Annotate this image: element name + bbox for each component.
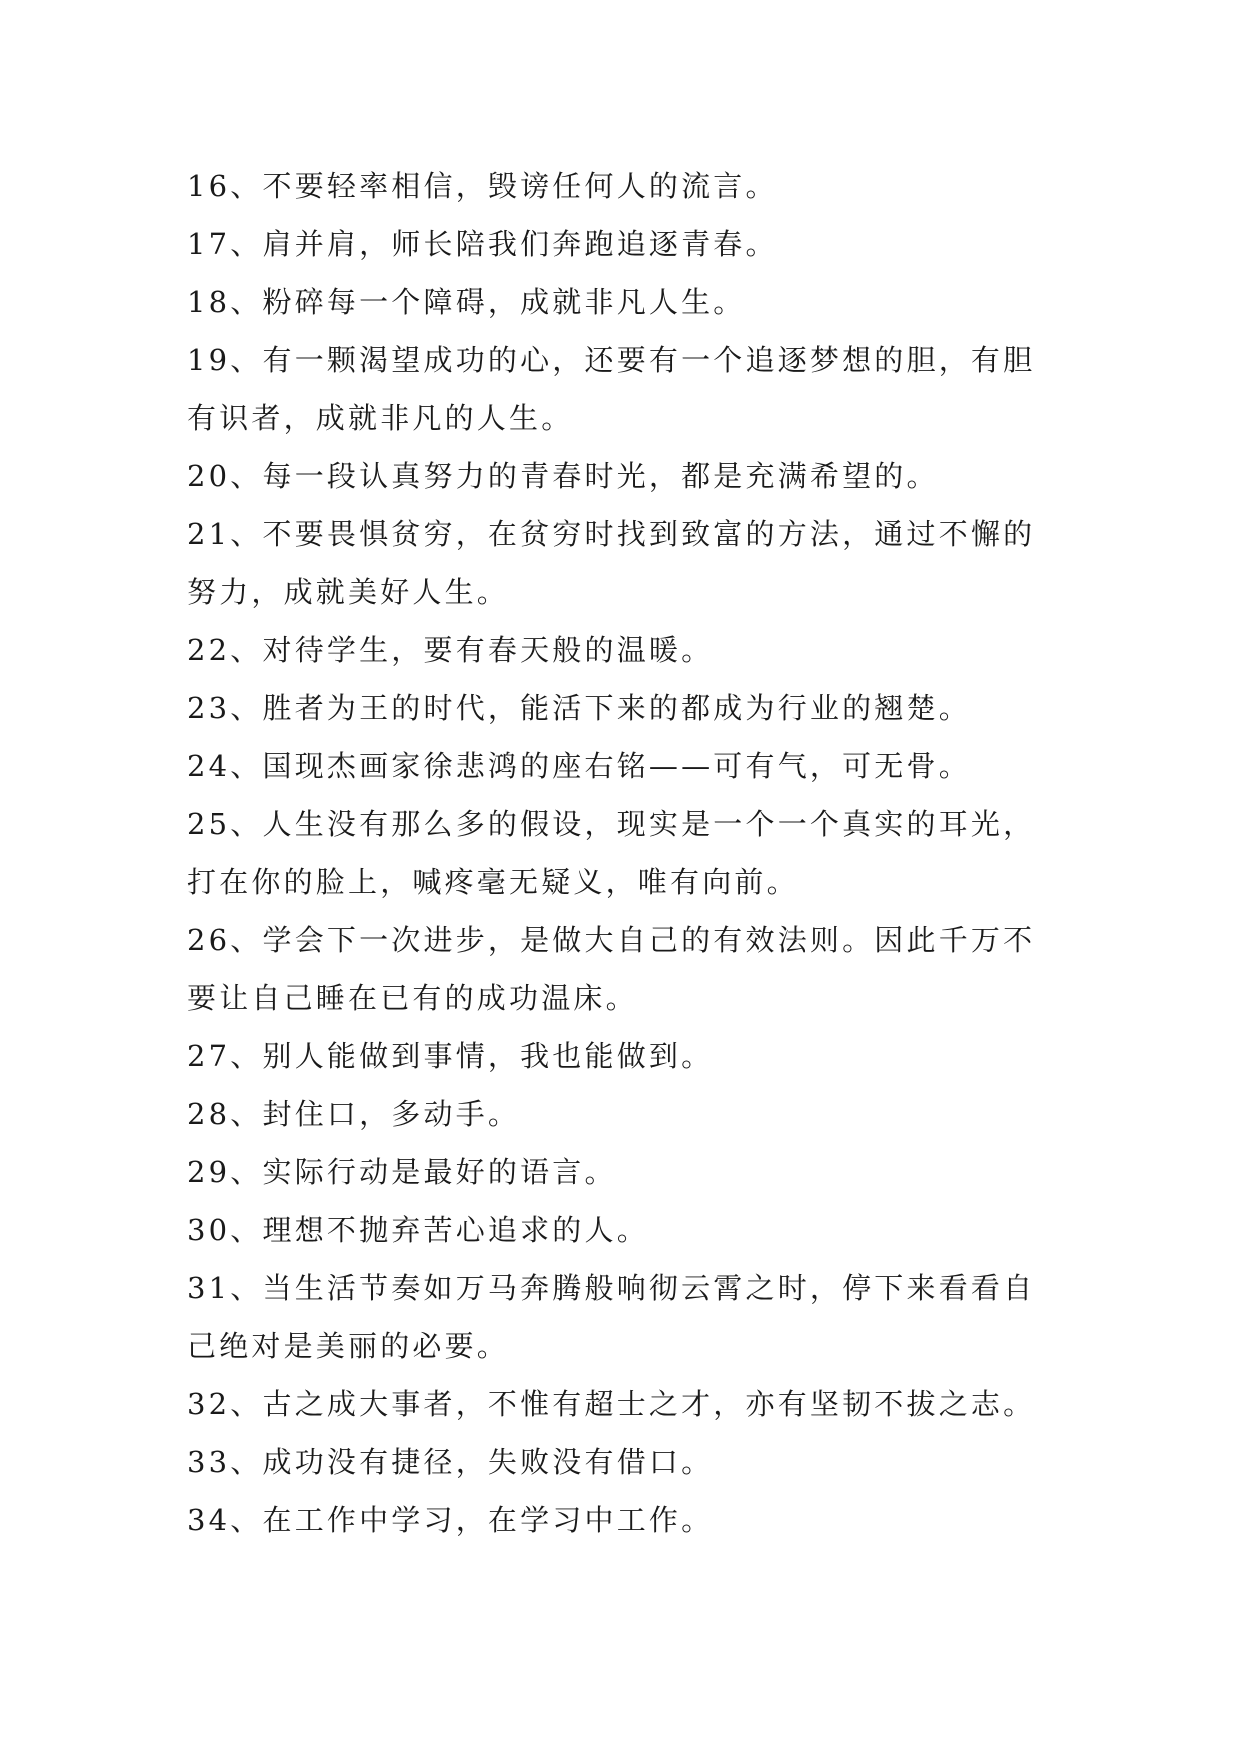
text-line: 17、肩并肩，师长陪我们奔跑追逐青春。 <box>187 227 778 261</box>
text-line: 要让自己睡在已有的成功温床。 <box>187 981 638 1015</box>
text-line: 努力，成就美好人生。 <box>187 575 510 609</box>
text-line: 己绝对是美丽的必要。 <box>187 1329 510 1363</box>
document-body <box>187 157 1067 1549</box>
text-line: 27、别人能做到事情，我也能做到。 <box>187 1039 714 1073</box>
text-line: 29、实际行动是最好的语言。 <box>187 1155 617 1189</box>
text-line: 16、不要轻率相信，毁谤任何人的流言。 <box>187 169 778 203</box>
text-line: 21、不要畏惧贫穷，在贫穷时找到致富的方法，通过不懈的 <box>187 517 1036 551</box>
text-line: 31、当生活节奏如万马奔腾般响彻云霄之时，停下来看看自 <box>187 1271 1036 1305</box>
text-line: 25、人生没有那么多的假设，现实是一个一个真实的耳光， <box>187 807 1036 841</box>
text-line: 30、理想不抛弃苦心追求的人。 <box>187 1213 649 1247</box>
text-line: 24、国现杰画家徐悲鸿的座右铭——可有气，可无骨。 <box>187 749 971 783</box>
text-line: 34、在工作中学习，在学习中工作。 <box>187 1503 714 1537</box>
text-line: 有识者，成就非凡的人生。 <box>187 401 574 435</box>
text-line: 19、有一颗渴望成功的心，还要有一个追逐梦想的胆，有胆 <box>187 343 1036 377</box>
text-line: 26、学会下一次进步，是做大自己的有效法则。因此千万不 <box>187 923 1036 957</box>
text-line: 33、成功没有捷径，失败没有借口。 <box>187 1445 714 1479</box>
text-line: 20、每一段认真努力的青春时光，都是充满希望的。 <box>187 459 939 493</box>
text-line: 22、对待学生，要有春天般的温暖。 <box>187 633 714 667</box>
text-line: 18、粉碎每一个障碍，成就非凡人生。 <box>187 285 746 319</box>
text-line: 28、封住口，多动手。 <box>187 1097 521 1131</box>
text-line: 32、古之成大事者，不惟有超士之才，亦有坚韧不拔之志。 <box>187 1387 1036 1421</box>
text-line: 打在你的脸上，喊疼毫无疑义，唯有向前。 <box>187 865 799 899</box>
text-line: 23、胜者为王的时代，能活下来的都成为行业的翘楚。 <box>187 691 971 725</box>
